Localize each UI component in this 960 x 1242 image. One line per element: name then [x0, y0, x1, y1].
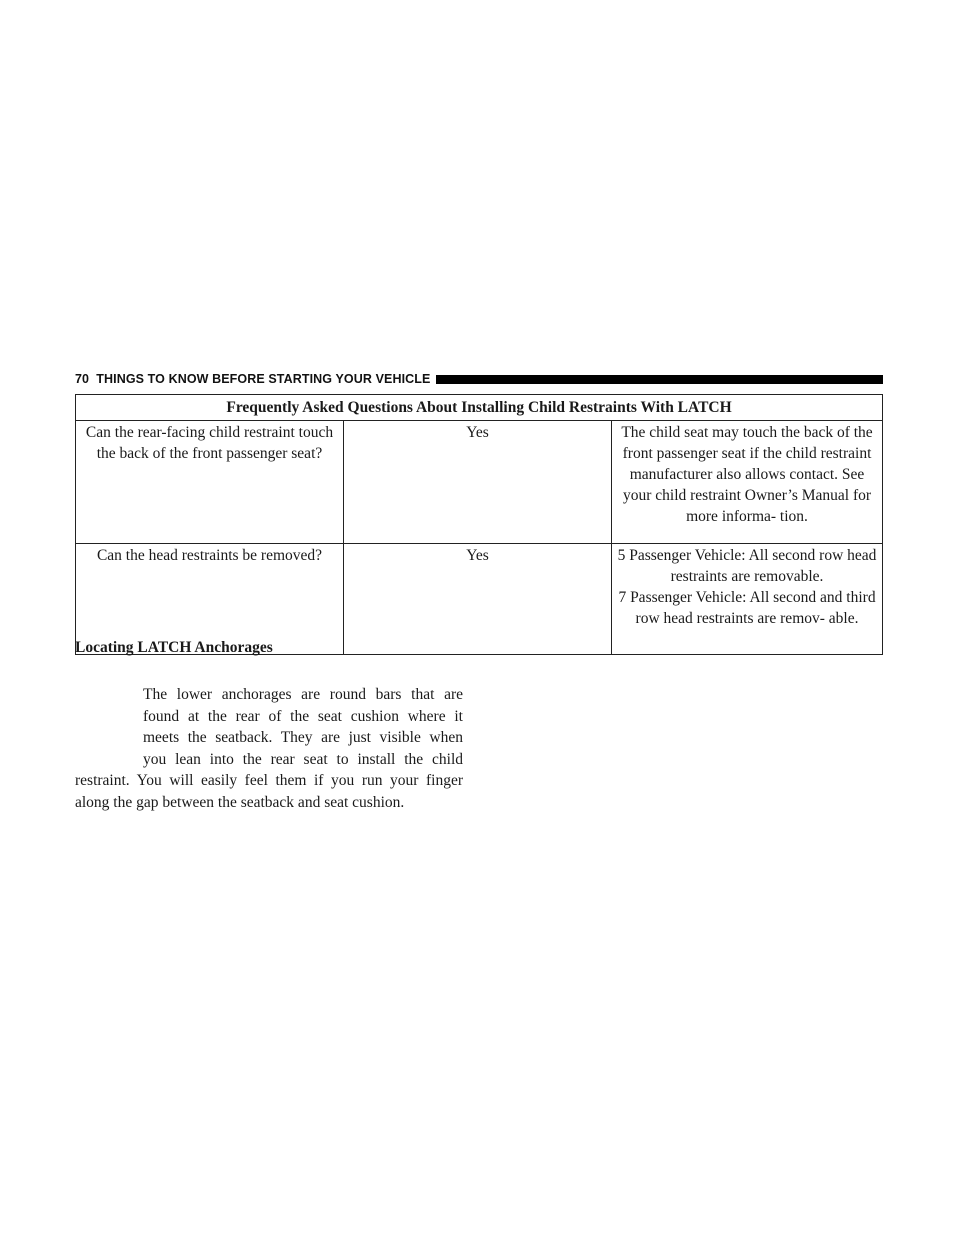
faq-table: [75, 394, 883, 655]
paragraph-line: found at the rear of the seat cushion where it: [143, 707, 463, 725]
faq-answer: Yes: [344, 421, 612, 544]
faq-table-title-row: [76, 395, 883, 421]
table-row: [76, 421, 883, 544]
paragraph-line: restraint. You will easily feel them if you run your finger: [75, 772, 463, 789]
page-header: [75, 371, 883, 387]
section-heading: Locating LATCH Anchorages: [75, 639, 273, 656]
page-number: 70: [75, 372, 90, 386]
paragraph-line: meets the seatback. They are just visible when: [143, 729, 463, 746]
faq-answer: Yes: [344, 544, 612, 655]
paragraph-line: along the gap between the seatback and seat cushion.: [75, 793, 405, 811]
table-row: [76, 544, 883, 655]
page-header-text: [75, 372, 430, 386]
faq-table-title: Frequently Asked Questions About Installing Child Restraints With LATCH: [76, 395, 883, 421]
faq-question: Can the rear-facing child restraint touch the back of the front passenger seat?: [76, 421, 344, 544]
faq-notes: [612, 544, 883, 655]
paragraph-line: you lean into the rear seat to install the child: [143, 750, 463, 768]
paragraph-line: The lower anchorages are round bars that are: [143, 686, 463, 703]
faq-note: The child seat may touch the back of the front passenger seat if the child restraint manufacturer also allows contact. See your child restraint Owner’s Manual for more informa- tion.: [621, 424, 873, 525]
faq-question: Can the head restraints be removed?: [76, 544, 344, 655]
indented-lines: [75, 684, 463, 770]
faq-notes: [612, 421, 883, 544]
header-rule: [436, 375, 883, 384]
section-title: THINGS TO KNOW BEFORE STARTING YOUR VEHICLE: [96, 372, 431, 386]
faq-note: 5 Passenger Vehicle: All second row head restraints are removable.: [617, 547, 877, 585]
body-paragraph: [75, 684, 463, 813]
faq-note: 7 Passenger Vehicle: All second and third row head restraints are remov- able.: [618, 589, 876, 627]
